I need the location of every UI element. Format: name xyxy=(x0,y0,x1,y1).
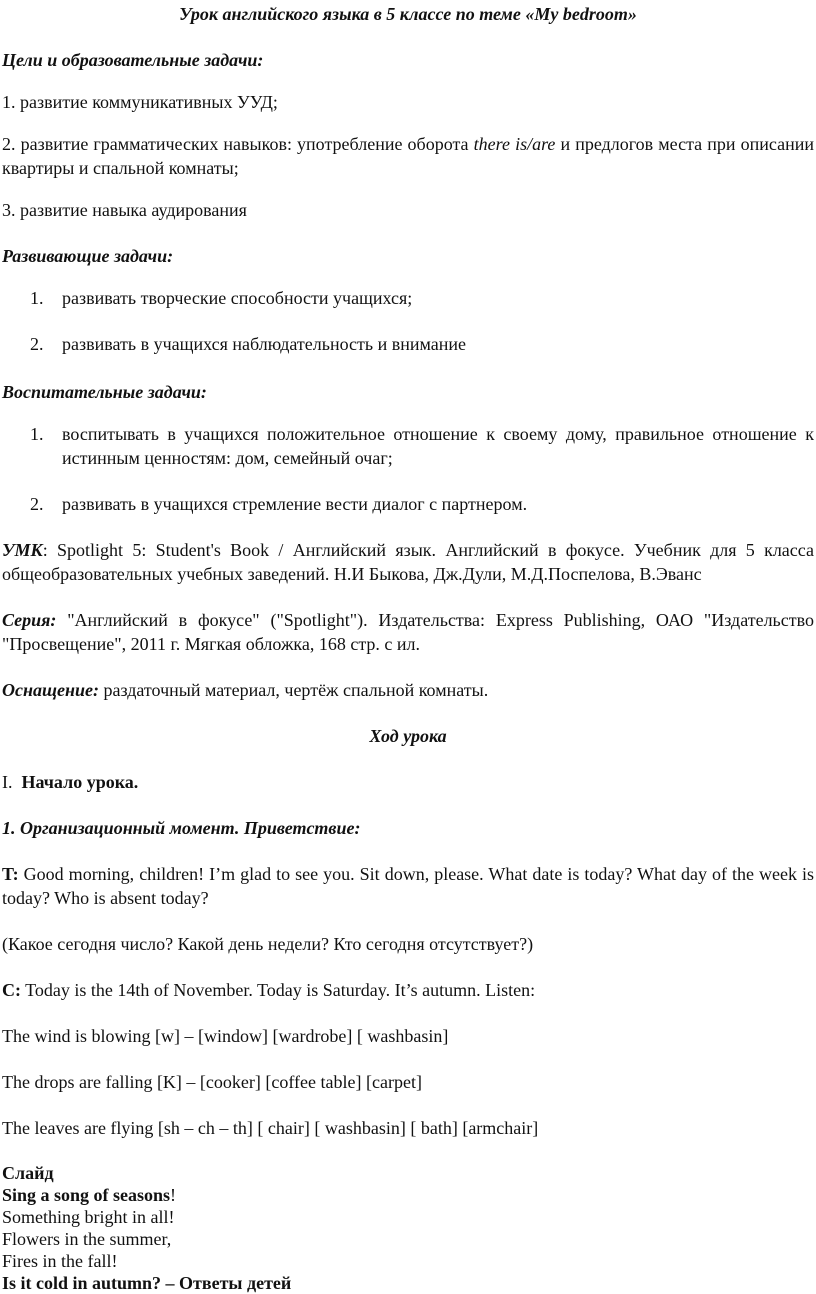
list-item-text: развивать творческие способности учащихся; xyxy=(62,288,413,308)
list-item-text: развивать в учащихся наблюдательность и внимание xyxy=(62,334,467,354)
goal-item-2 xyxy=(2,132,814,180)
subsection-heading: 1. Организационный момент. Приветствие: xyxy=(2,818,361,838)
list-item-number: 2. xyxy=(30,494,44,514)
section-title: Начало урока. xyxy=(21,772,139,792)
list-item-number: 2. xyxy=(30,334,44,354)
translation-line: (Какое сегодня число? Какой день недели? Кто сегодня отсутствует?) xyxy=(2,934,534,954)
series-paragraph xyxy=(2,608,814,656)
phonetic-line: The wind is blowing [w] – [window] [wardrobe] [ washbasin] xyxy=(2,1026,449,1046)
list-item-number: 1. xyxy=(30,424,44,444)
song-title xyxy=(2,1184,814,1206)
goal-item-3: 3. развитие навыка аудирования xyxy=(2,200,247,220)
series-text: "Английский в фокусе" ("Spotlight"). Издательства: Express Publishing, ОАО "Издательство "Просвещение", 2011 г. Мягкая обложка, 168 стр. с ил. xyxy=(2,610,814,654)
section-heading xyxy=(2,770,814,794)
umk-label: УМК xyxy=(2,540,43,560)
children-text: Today is the 14th of November. Today is Saturday. It’s autumn. Listen: xyxy=(21,980,536,1000)
teacher-line xyxy=(2,862,814,910)
list-item-text: развивать в учащихся стремление вести диалог с партнером. xyxy=(62,494,528,514)
educational-list xyxy=(2,422,814,516)
section-number: I. xyxy=(2,772,13,792)
phonetic-line: The leaves are flying [sh – ch – th] [ chair] [ washbasin] [ bath] [armchair] xyxy=(2,1118,539,1138)
list-item xyxy=(2,422,814,470)
equipment-paragraph xyxy=(2,678,814,702)
series-label: Серия: xyxy=(2,610,57,630)
list-item-text: воспитывать в учащихся положительное отношение к своему дому, правильное отношение к истинным ценностям: дом, семейный очаг; xyxy=(62,424,814,468)
song-line: Flowers in the summer, xyxy=(2,1229,172,1249)
goals-heading: Цели и образовательные задачи: xyxy=(2,50,264,70)
song-question: Is it cold in autumn? – Ответы детей xyxy=(2,1273,292,1293)
list-item xyxy=(2,286,814,310)
list-item xyxy=(2,492,814,516)
umk-text: : Spotlight 5: Student's Book / Английский язык. Английский в фокусе. Учебник для 5 класса общеобразовательных учебных заведений. Н.И Быкова, Дж.Дули, М.Д.Поспелова, В.Эванс xyxy=(2,540,814,584)
children-line xyxy=(2,978,814,1002)
goal-item-2-italic: there is/are xyxy=(473,134,556,154)
equipment-label: Оснащение: xyxy=(2,680,99,700)
teacher-label: T: xyxy=(2,864,19,884)
children-label: C: xyxy=(2,980,21,1000)
equipment-text: раздаточный материал, чертёж спальной комнаты. xyxy=(98,680,489,700)
list-item-number: 1. xyxy=(30,288,44,308)
song-title-bold: Sing a song of seasons xyxy=(2,1185,171,1205)
phonetic-line: The drops are falling [K] – [cooker] [coffee table] [carpet] xyxy=(2,1072,422,1092)
document-title: Урок английского языка в 5 классе по теме «My bedroom» xyxy=(179,4,637,24)
song-line: Fires in the fall! xyxy=(2,1251,118,1271)
lesson-heading: Ход урока xyxy=(369,726,447,746)
list-item xyxy=(2,332,814,356)
educational-heading: Воспитательные задачи: xyxy=(2,382,207,402)
slide-label: Слайд xyxy=(2,1163,54,1183)
song-block xyxy=(2,1162,814,1294)
goal-item-2-text-a: 2. развитие грамматических навыков: употребление оборота xyxy=(2,134,474,154)
goal-item-1: 1. развитие коммуникативных УУД; xyxy=(2,92,278,112)
developing-list xyxy=(2,286,814,356)
developing-heading: Развивающие задачи: xyxy=(2,246,174,266)
song-line: Something bright in all! xyxy=(2,1207,175,1227)
song-title-rest: ! xyxy=(170,1185,177,1205)
teacher-text: Good morning, children! I’m glad to see you. Sit down, please. What date is today? What day of the week is today? Who is absent today? xyxy=(2,864,814,908)
umk-paragraph xyxy=(2,538,814,586)
goal-item-2-text-b: и предлогов места при описании квартиры и спальной комнаты; xyxy=(2,134,814,178)
